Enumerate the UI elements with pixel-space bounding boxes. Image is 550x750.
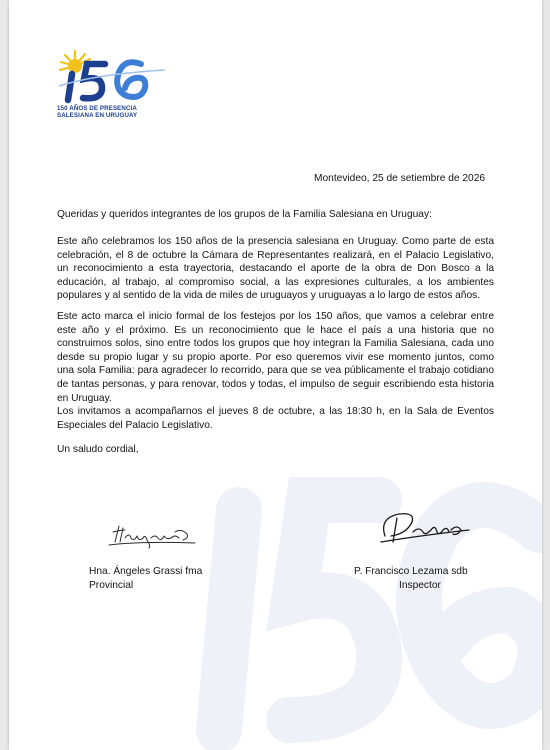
logo-caption-line2: SALESIANA EN URUGUAY [57, 112, 138, 119]
signer-name-2: P. Francisco Lezama sdb [354, 566, 468, 577]
logo-caption [57, 105, 177, 119]
letter-greeting: Queridas y queridos integrantes de los grupos de la Familia Salesiana en Uruguay: [57, 209, 432, 220]
letter-date: Montevideo, 25 de setiembre de 2026 [314, 173, 486, 184]
paragraph-2: Este acto marca el inicio formal de los festejos por los 150 años, que vamos a celebrar entre este año y el próximo. Es un reconocimiento que le hace el país a una historia que no construimos solos, sino entre todos los grupos que hoy integran la Familia Salesiana, cada uno desde su propio lugar y su propio aporte. Por eso queremos vivir ese momento juntos, como una sola Familia: para agradecer lo recorrido, para que se vea públicamente el trabajo cotidiano de tantas personas, y para renovar, todos y todas, el impulso de seguir escribiendo esta historia en Uruguay. [57, 311, 494, 404]
signature-inspector [377, 508, 473, 548]
letter-closing: Un saludo cordial, [57, 444, 139, 455]
signer-title-1: Provincial [89, 580, 134, 591]
logo-150-anos [57, 46, 167, 122]
signer-name-1: Hna. Ángeles Grassi fma [89, 566, 203, 577]
signer-title-2: Inspector [399, 580, 441, 591]
logo-caption-line1: 150 AÑOS DE PRESENCIA [57, 105, 137, 112]
paragraph-3: Los invitamos a acompañarnos el jueves 8 de octubre, a las 18:30 h, en la Sala de Eventos Especiales del Palacio Legislativo. [57, 406, 494, 431]
letter-page [9, 0, 542, 750]
watermark-150-logo [179, 470, 542, 750]
signature-provincial [101, 518, 197, 552]
paragraph-1: Este año celebramos los 150 años de la presencia salesiana en Uruguay. Como parte de esta celebración, el 8 de octubre la Cámara de Representantes realizará, en el Palacio Legislativo, un reconocimiento a esta trayectoria, destacando el aporte de la obra de Don Bosco a la educación, al trabajo, al compromiso social, a las expresiones culturales, a los ambientes populares y al sentido de la vida de miles de uruguayos y uruguayas a lo largo de estos años. [57, 236, 494, 302]
